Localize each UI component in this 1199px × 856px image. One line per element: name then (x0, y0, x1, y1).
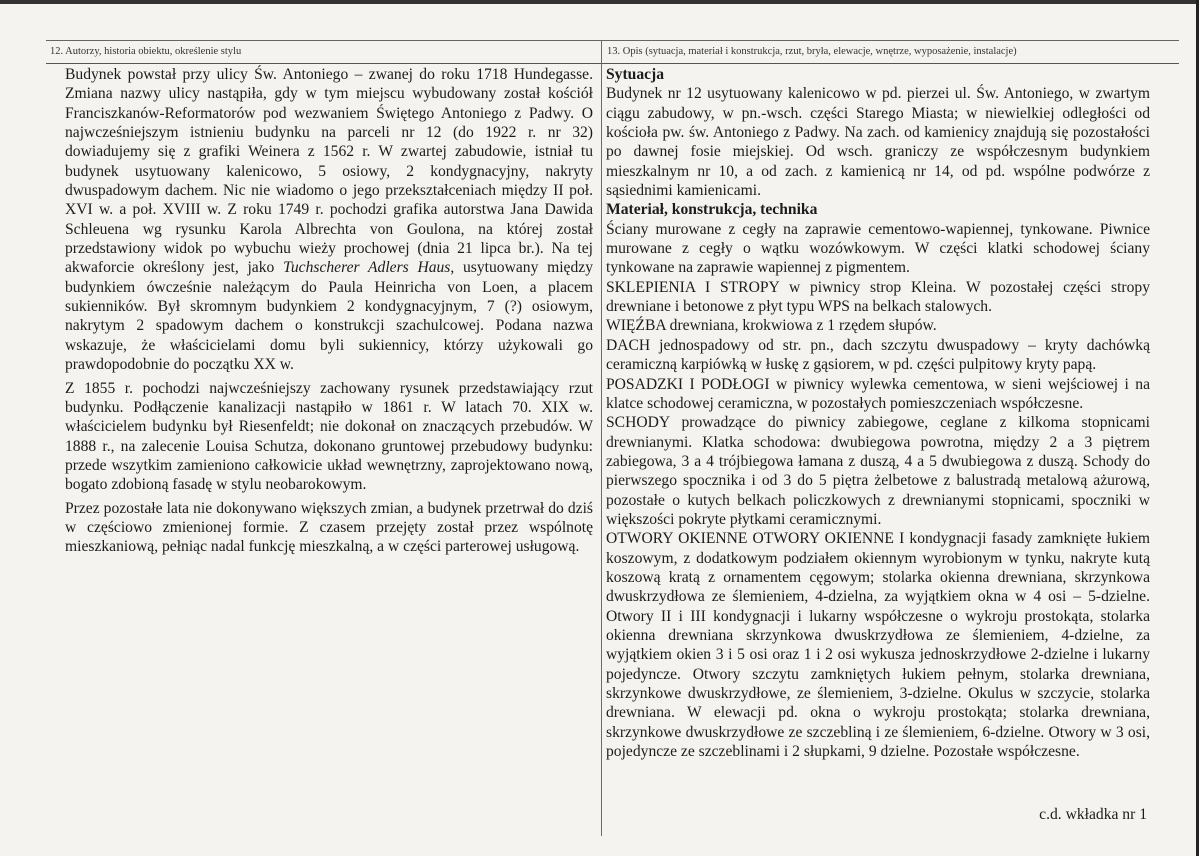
left-section-header: 12. Autorzy, historia obiektu, określenie stylu (50, 46, 242, 57)
text-sytuacja: Budynek nr 12 usytuowany kalenicowo w pd. pierzei ul. Św. Antoniego, w zwartym ciągu zabudowy, w pn.-wsch. części Starego Miasta; w niewielkiej odległości od kościoła pw. św. Antoniego z Padwy. Na zach. od kamienicy znajdują się pozostałości po dawnej fosie miejskiej. Od wsch. graniczy ze współczesnym budynkiem mieszkalnym nr 10, a od zach. z kamienicą nr 14, od pd. wspólne podwórze z sąsiednimi kamienicami. (606, 85, 1150, 200)
history-paragraph-3: Przez pozostałe lata nie dokonywano większych zmian, a budynek przetrwał do dziś w częściowo zmienionej formie. Z czasem przejęty został przez wspólnotę mieszkaniową, pełniąc nadal funkcję mieszkalną, a w części parterowej usługową. (65, 499, 593, 556)
scan-top-edge (0, 0, 1199, 4)
description-column (606, 65, 1150, 761)
column-divider (601, 40, 602, 836)
history-paragraph-1-text-b: , usytuowany między budynkiem ówcześnie należącym do Paula Heinricha von Loen, a placem sukienników. Był skromnym budynkiem 2 kondygnacyjnym, 7 (?) osiowym, nakrytym 2 spadowym dachem o konstrukcji szachulcowej. Podana nazwa wskazuje, że właścicielami domu byli sukiennicy, którzy użykowali go prawdopodobnie do początku XX w. (65, 259, 593, 374)
left-header-rule (46, 63, 601, 64)
history-column (65, 65, 593, 557)
right-section-header: 13. Opis (sytuacja, materiał i konstrukcja, rzut, bryła, elewacje, wnętrze, wyposażenie, instalacje) (607, 46, 1017, 57)
heading-sytuacja: Sytuacja (606, 66, 665, 83)
history-paragraph-2: Z 1855 r. pochodzi najwcześniejszy zachowany rysunek przedstawiający rzut budynku. Podłączenie kanalizacji nastąpiło w 1861 r. W latach 70. XIX w. właścicielem budynku był Riesenfeldt; nie dokonał on znaczących przebudów. W 1888 r., na zalecenie Louisa Schutza, dokonano gruntowej przebudowy budynku: przede wszytkim zamieniono całkowicie układ wewnętrzny, zaprojektowano nową, bogato zdobioną fasadę w stylu neobarokowym. (65, 379, 593, 494)
heading-material: Materiał, konstrukcja, technika (606, 201, 818, 219)
history-paragraph-1-text-a: Budynek powstał przy ulicy Św. Antoniego – zwanej do roku 1718 Hundegasse. Zmiana nazwy ulicy nastąpiła, gdy w tym miejscu wybudowany został kościół Franciszkanów-Reformatorów pod wezwaniem Świętego Antoniego z Padwy. O najwcześniejszym istnieniu budynku na parceli nr 12 (do 1922 r. nr 32) dowiadujemy się z grafiki Weinera z 1562 r. W zwartej zabudowie, istniał tu budynek usytuowany kalenicowo, 5 osiowy, 2 kondygnacyjny, nakryty dwuspadowym dachem. Nic nie wiadomo o jego przekształceniach między II poł. XVI w. a poł. XVIII w. Z roku 1749 r. pochodzi grafika autorstwa Jana Dawida Schleuena wg rysunku Karola Albrechta von Goulona, na której został przedstawiony widok po wybuchu wieży prochowej (dnia 21 lipca br.). Na tej akwaforcie określony jest, jako (65, 66, 593, 277)
form-top-border (46, 40, 1179, 41)
history-paragraph-1 (65, 65, 593, 375)
text-posadzki: POSADZKI I PODŁOGI w piwnicy wylewka cementowa, w sieni wejściowej i na klatce schodowej ceramiczna, w pozostałych pomieszczeniach współczesne. (606, 375, 1150, 412)
history-paragraph-1-italic: Tuchscherer Adlers Haus (283, 259, 451, 277)
text-material: Ściany murowane z cegły na zaprawie cementowo-wapiennej, tynkowane. Piwnice murowane z cegły o wątku wozówkowym. W części klatki schodowej ściany tynkowane na zaprawie wapiennej z pigmentem. (606, 220, 1150, 277)
continuation-note: c.d. wkładka nr 1 (1039, 806, 1147, 823)
text-sklepienia: SKLEPIENIA I STROPY w piwnicy strop Kleina. W pozostałej części stropy drewniane i betonowe z płyt typu WPS na belkach stalowych. (606, 278, 1150, 316)
text-dach: DACH jednospadowy od str. pn., dach szczytu dwuspadowy – kryty dachówką ceramiczną karpiówką w łuskę z gąsiorem, w pd. części pulpitowy kryty papą. (606, 336, 1150, 374)
text-schody: SCHODY prowadzące do piwnicy zabiegowe, ceglane z kilkoma stopnicami drewnianymi. Klatka schodowa: dwubiegowa powrotna, między 2 a 3 piętrem zabiegowa, 3 a 4 trójbiegowa łamana z duszą, 4 a 5 dwubiegowa z duszą. Schody do pierwszego spocznika i od 3 do 5 piętra żelbetowe z balustradą metalową ażurową, pozostałe o kutych belkach policzkowych z drewnianymi stopnicami, spoczniki w większości pokryte płytkami ceramicznymi. (606, 414, 1150, 528)
text-otwory: OTWORY OKIENNE OTWORY OKIENNE I kondygnacji fasady zamknięte łukiem koszowym, z dodatkowym podziałem okiennym wyrobionym w tynku, nakryte kutą koszową kratą z ornamentem cęgowym; stolarka okienna drewniana, skrzynkowa dwuskrzydłowa ze ślemieniem, 4-dzielna, za wyjątkiem okna w 4 osi – 5-dzielne. Otwory II i III kondygnacji i lukarny współczesne o wykroju prostokąta, stolarka okienna drewniana skrzynkowa dwuskrzydłowa ze ślemieniem, 4-dzielne, za wyjątkiem okien 3 i 5 osi oraz 1 i 2 osi wykusza jednoskrzydłowe 2-dzielne i lukarny pojedyncze. Otwory szczytu zamkniętych łukiem pełnym, stolarka drewniana, skrzynkowe dwuskrzydłowe, ze ślemieniem, 3-dzielne. Okulus w szczycie, stolarka drewniana. W elewacji pd. okna o wykroju prostokąta; stolarka drewniana, skrzynkowe dwuskrzydłowe ze szczebliną i ze ślemieniem, 6-dzielne. Otwory w 3 osi, pojedyncze ze szczeblinami i 2 słupkami, 9 dzielne. Pozostałe współczesne. (606, 530, 1150, 761)
text-wiezba: WIĘŹBA drewniana, krokwiowa z 1 rzędem słupów. (606, 317, 937, 335)
right-header-rule (602, 63, 1179, 64)
